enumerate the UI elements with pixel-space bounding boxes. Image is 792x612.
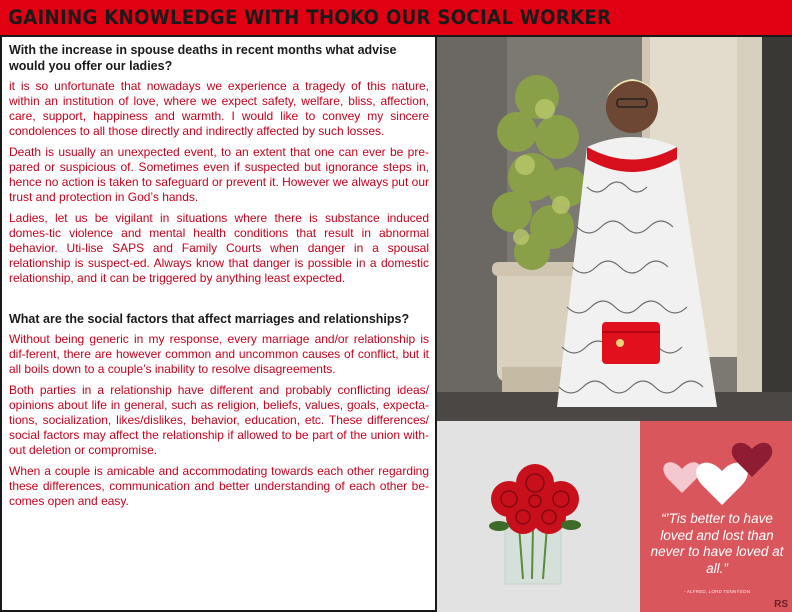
quote-author: - ALFRED, LORD TENNYSON bbox=[683, 589, 751, 594]
hearts-decoration bbox=[640, 421, 792, 511]
article-column bbox=[0, 37, 437, 612]
portrait-photo bbox=[437, 37, 792, 421]
heart-icon bbox=[663, 462, 700, 493]
heart-icon bbox=[696, 463, 748, 505]
rose-illustration bbox=[437, 421, 640, 612]
question-heading: With the increase in spouse deaths in recent months what advise would you offer our ladies? bbox=[9, 43, 397, 73]
quote-text: “’Tis better to have loved and lost than never to have loved at all.” bbox=[650, 511, 784, 576]
answer-paragraph: When a couple is amicable and accommodating towards each other regarding these differences, communication and better understanding of each other be-comes open and easy. bbox=[9, 464, 429, 508]
answer-paragraph: Death is usually an unexpected event, to an extent that one can ever be pre-pared or suspicious of. Sometimes even if suspected but ignorance steps in, hence no action is taken to safeguard or prevent it. However we always put our trust and protection in God’s hands. bbox=[9, 145, 429, 204]
answer-paragraph: Without being generic in my response, every marriage and/or relationship is dif-ferent, there are however common and uncommon causes of conflict, but it all boils down to a couple’s inability to resolve disagreements. bbox=[9, 332, 429, 376]
answer-paragraph: Ladies, let us be vigilant in situations where there is substance induced domes-tic violence and mental health conditions that result in abnormal behavior. Uti-lise SAPS and Family Courts when danger in a spousal relationship is suspect-ed. Always know that danger is possible in a domestic relationship, and it can be triggered by anything least expected. bbox=[9, 211, 429, 285]
header-banner bbox=[0, 0, 792, 37]
question-heading: What are the social factors that affect marriages and relationships? bbox=[9, 312, 410, 326]
rose-bouquet-image bbox=[437, 421, 640, 612]
portrait-illustration bbox=[437, 37, 792, 421]
quote-card bbox=[640, 421, 792, 612]
answer-paragraph: Both parties in a relationship have different and probably conflicting ideas/ opinions about life in general, such as religion, beliefs, values, goals, expecta-tions, socialization, likes/dislikes, behavior, education, etc. These differences/ social factors may affect the relationship if allowed to be part of the union with-out deletion or compromise. bbox=[9, 383, 429, 457]
brand-logo: RS bbox=[774, 599, 788, 610]
answer-paragraph: it is so unfortunate that nowadays we experience a tragedy of this nature, within an institution of love, where we expect safety, welfare, bliss, affection, care, support, happiness and warmth. I would like to convey my sincere condolences to all those directly and indirectly affected by such losses. bbox=[9, 79, 429, 138]
page-title: GAINING KNOWLEDGE WITH THOKO OUR SOCIAL WORKER bbox=[8, 6, 612, 29]
